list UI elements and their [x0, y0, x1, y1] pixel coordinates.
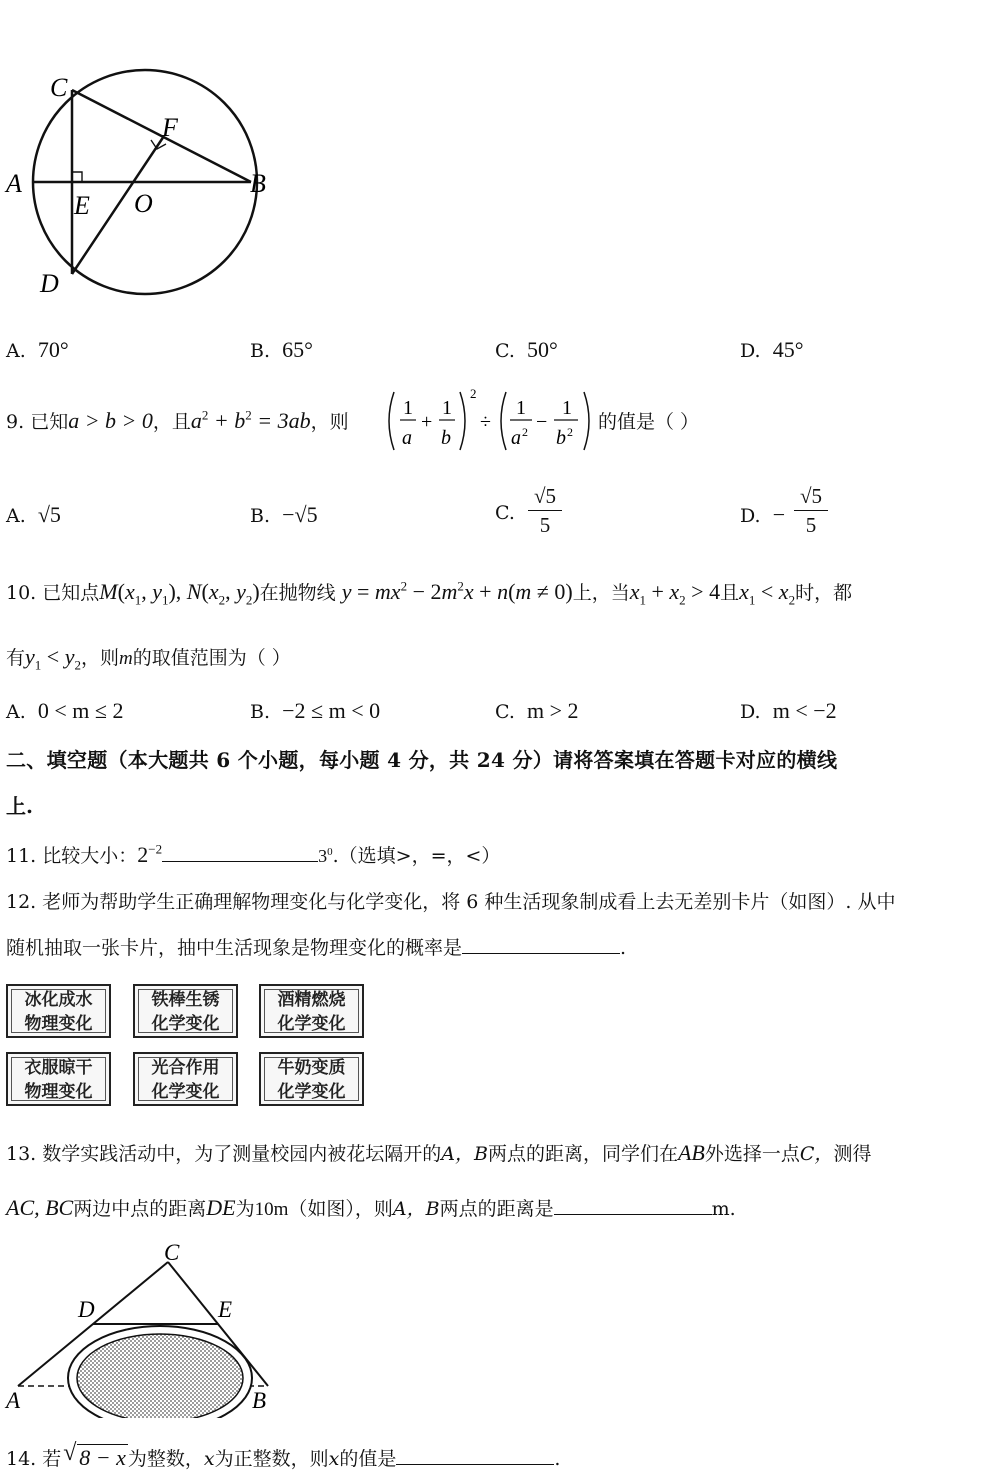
- q10-mid: 在抛物线: [259, 582, 336, 604]
- q10-points: $M(x_1$, $y_1$), $N(x_2$, $y_2$): [99, 579, 260, 608]
- q8-option-a[interactable]: [6, 337, 69, 363]
- option-value: m < −2: [772, 698, 837, 723]
- q14-answer-blank[interactable]: [396, 1463, 554, 1465]
- q9-then: ，则: [310, 411, 349, 433]
- q13-points-2: A，B: [392, 1198, 440, 1220]
- q10-order-condition: $x_1 < x_2$: [739, 579, 796, 608]
- option-value: −√5: [282, 502, 318, 527]
- q9-condition-2: $a^2 + b^2 = 3ab$: [190, 407, 311, 433]
- q11-suffix: .（选填>，=，<）: [332, 845, 501, 867]
- option-value: 0 < m ≤ 2: [37, 698, 124, 723]
- q11-prefix: 比较大小：: [42, 845, 138, 867]
- card-phenomenon: 光合作用: [151, 1058, 220, 1078]
- q13-value: 10m: [254, 1199, 289, 1220]
- q13-text-g: （如图），则: [288, 1198, 393, 1220]
- q10-prefix: 已知点: [42, 582, 100, 604]
- q12-line-1: [6, 887, 896, 914]
- q10-option-d[interactable]: [740, 698, 837, 724]
- svg-text:1: 1: [403, 397, 413, 419]
- q9-mid: ，且: [152, 411, 191, 433]
- card-type: 化学变化: [277, 1082, 346, 1102]
- question-14: [6, 1440, 561, 1471]
- label-e: E: [74, 191, 90, 220]
- q8-option-c[interactable]: [495, 337, 558, 363]
- card-clothes-drying: [6, 1052, 111, 1106]
- q9-prefix: 已知: [30, 411, 69, 433]
- svg-text:b: b: [556, 427, 566, 449]
- q10-line2-end: 的取值范围为（ ）: [132, 647, 291, 669]
- option-value: √5: [37, 502, 61, 527]
- q8-option-b[interactable]: [250, 337, 313, 363]
- card-iron-rusting: [133, 984, 238, 1038]
- q10-option-c[interactable]: [495, 698, 579, 724]
- label-o: O: [134, 189, 153, 218]
- card-type: 化学变化: [151, 1082, 220, 1102]
- label-a: A: [6, 169, 22, 198]
- q11-right-expr: $3^0$: [318, 846, 333, 866]
- option-letter: B.: [250, 701, 271, 723]
- svg-text:+: +: [421, 411, 433, 433]
- q11-answer-blank[interactable]: [162, 860, 318, 862]
- card-type: 化学变化: [277, 1014, 346, 1034]
- q14-mid: 为整数，: [127, 1448, 204, 1470]
- q13-text-a: 数学实践活动中，为了测量校园内被花坛隔开的: [42, 1143, 442, 1165]
- question-number: 9.: [6, 411, 25, 433]
- question-11: [6, 841, 500, 868]
- q9-suffix: 的值是（ ）: [598, 411, 700, 433]
- q13-text-h: 两点的距离是: [439, 1198, 554, 1220]
- label-d: D: [40, 269, 59, 298]
- question-number: 14.: [6, 1448, 37, 1470]
- q9-option-d-fraction: √5 5: [794, 482, 828, 539]
- q10-var: m: [118, 648, 133, 669]
- q14-sqrt: √ 8 − x: [63, 1440, 126, 1470]
- q12-answer-blank[interactable]: [462, 952, 620, 954]
- option-value: m > 2: [527, 698, 579, 723]
- card-milk-spoiling: [259, 1052, 364, 1106]
- question-number: 13.: [6, 1143, 37, 1165]
- option-sign: −: [772, 502, 786, 527]
- q12-end: .: [620, 937, 627, 959]
- svg-text:2: 2: [567, 425, 573, 439]
- circle-figure: [0, 60, 290, 305]
- q11-left-expr: $2^{-2}$: [137, 841, 163, 867]
- svg-text:−: −: [536, 411, 548, 433]
- option-letter: D.: [740, 340, 761, 362]
- q10-y-condition: $y_1 < y_2$: [25, 644, 81, 673]
- card-type: 化学变化: [151, 1014, 220, 1034]
- q13-segment-de: DE: [206, 1195, 236, 1220]
- card-phenomenon: 衣服晾干: [24, 1058, 93, 1078]
- q10-after-eq: 上，当: [572, 582, 630, 604]
- option-letter: B.: [250, 340, 271, 362]
- q9-option-b[interactable]: [250, 502, 318, 528]
- q13-answer-blank[interactable]: [554, 1213, 712, 1215]
- q9-stem-left: [6, 407, 349, 434]
- q10-line1-end: 时，都: [795, 582, 853, 604]
- q13-point-c: C，: [799, 1143, 834, 1165]
- svg-text:1: 1: [562, 397, 572, 419]
- q10-line-1: [6, 578, 852, 608]
- q13-line-1: [6, 1139, 871, 1166]
- label-e: E: [218, 1297, 233, 1322]
- card-alcohol-burning: [259, 984, 364, 1038]
- option-letter: A.: [6, 505, 26, 527]
- label-c: C: [50, 73, 68, 102]
- q10-parabola: $y = mx^2 - 2m^2x + n(m \ne 0)$: [341, 578, 573, 604]
- q13-segment-ab: AB: [677, 1140, 705, 1165]
- card-phenomenon: 牛奶变质: [277, 1058, 346, 1078]
- option-letter: B.: [250, 505, 271, 527]
- q12-line-2: [6, 933, 626, 960]
- option-value: 50°: [527, 337, 558, 362]
- card-grid: [6, 984, 372, 1112]
- option-letter: D.: [740, 505, 761, 527]
- card-phenomenon: 铁棒生锈: [151, 990, 220, 1010]
- option-letter: A.: [6, 701, 26, 723]
- label-d: D: [78, 1297, 95, 1322]
- q9-option-a[interactable]: [6, 502, 61, 528]
- section-2-heading: 二、填空题（本大题共 6 个小题，每小题 4 分，共 24 分）请将答案填在答题卡对应的横线: [6, 748, 838, 772]
- option-value: −2 ≤ m < 0: [282, 698, 381, 723]
- option-value: 45°: [772, 337, 804, 362]
- q12-text-1: 老师为帮助学生正确理解物理变化与化学变化，将 6 种生活现象制成看上去无差别卡片（如图）. 从中: [42, 891, 896, 913]
- svg-text:1: 1: [516, 397, 526, 419]
- q9-option-d[interactable]: [740, 502, 785, 528]
- q9-condition-1: a > b > 0: [68, 408, 153, 433]
- svg-text:÷: ÷: [480, 411, 491, 433]
- q10-line2-mid: ，则: [80, 647, 119, 669]
- svg-text:2: 2: [522, 425, 528, 439]
- svg-text:a: a: [511, 427, 521, 449]
- q13-text-c: 外选择一点: [704, 1143, 800, 1165]
- q13-text-d: 测得: [833, 1143, 872, 1165]
- q13-text-f: 为: [235, 1198, 255, 1220]
- section-2-heading-cont: 上.: [6, 794, 33, 818]
- q14-var2: x: [328, 1448, 340, 1470]
- q14-prefix: 若: [42, 1448, 62, 1470]
- option-value: 70°: [37, 337, 69, 362]
- q14-mid2: 为正整数，则: [214, 1448, 329, 1470]
- q10-line-2: [6, 643, 291, 673]
- q9-option-c[interactable]: [495, 502, 515, 524]
- svg-text:2: 2: [470, 386, 477, 401]
- q14-suffix: 的值是: [339, 1448, 397, 1470]
- question-number: 10.: [6, 582, 37, 604]
- q10-option-a[interactable]: [6, 698, 123, 724]
- label-c: C: [164, 1240, 180, 1265]
- q13-segments: AC, BC: [6, 1195, 74, 1220]
- label-f: F: [162, 113, 178, 142]
- option-letter: A.: [6, 340, 26, 362]
- q10-sum-condition: $x_1 + x_2 > 4$: [629, 579, 721, 608]
- flowerbed-inner: [77, 1334, 243, 1418]
- svg-text:b: b: [441, 427, 451, 449]
- option-letter: D.: [740, 701, 761, 723]
- question-number: 12.: [6, 891, 37, 913]
- option-value: 65°: [282, 337, 313, 362]
- option-letter: C.: [495, 701, 515, 723]
- q13-text-b: 两点的距离，同学们在: [487, 1143, 678, 1165]
- card-photosynthesis: [133, 1052, 238, 1106]
- q13-text-e: 两边中点的距离: [73, 1198, 207, 1220]
- q10-line2-prefix: 有: [6, 647, 26, 669]
- option-letter: C.: [495, 340, 515, 362]
- card-phenomenon: 冰化成水: [24, 990, 93, 1010]
- q13-unit: m.: [711, 1198, 736, 1220]
- card-type: 物理变化: [24, 1082, 93, 1102]
- card-type: 物理变化: [24, 1014, 93, 1034]
- q8-option-d[interactable]: [740, 337, 804, 363]
- right-angle-e: [72, 172, 82, 182]
- q10-and: 且: [720, 582, 740, 604]
- q9-option-c-fraction: √5 5: [528, 482, 562, 539]
- triangle-figure: [0, 1238, 290, 1418]
- q9-expression: [384, 386, 600, 456]
- label-b: B: [252, 1388, 267, 1413]
- q14-var: x: [203, 1448, 215, 1470]
- card-ice-melting: [6, 984, 111, 1038]
- question-number: 11.: [6, 845, 37, 867]
- svg-text:a: a: [402, 427, 412, 449]
- q10-option-b[interactable]: [250, 698, 380, 724]
- q13-points: A，B: [441, 1143, 488, 1165]
- q13-line-2: [6, 1194, 736, 1221]
- q12-text-2: 随机抽取一张卡片，抽中生活现象是物理变化的概率是: [6, 937, 463, 959]
- option-letter: C.: [495, 502, 515, 524]
- label-b: B: [250, 169, 266, 198]
- label-a: A: [6, 1388, 21, 1413]
- q14-end: .: [554, 1448, 561, 1470]
- card-phenomenon: 酒精燃烧: [277, 990, 346, 1010]
- svg-text:1: 1: [442, 397, 452, 419]
